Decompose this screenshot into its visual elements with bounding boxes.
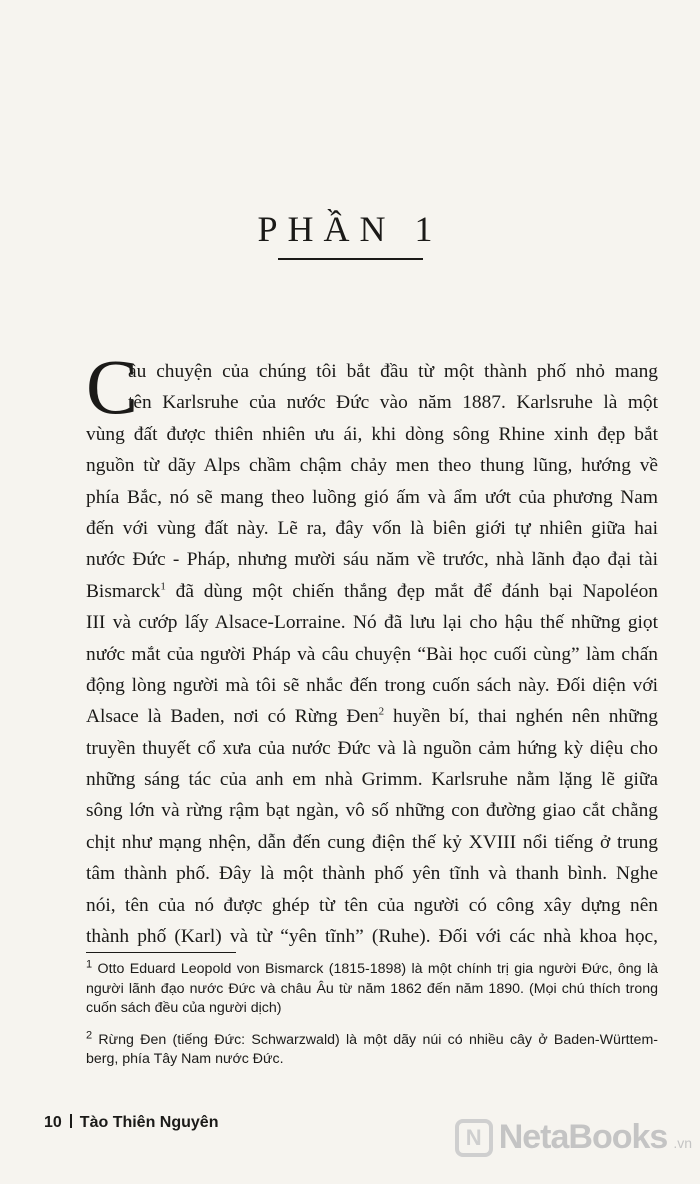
footnote-ref: 1 [160,580,166,593]
drop-cap: C [86,343,139,430]
body-line: âu chuyện của chúng tôi bắt đầu từ một thành phố nhỏ mang [128,361,658,382]
footnote-line: cuốn sách đều của người dịch) [86,1000,282,1016]
body-text-segment: huyền bí, thai nghén nên những [392,706,658,728]
watermark [455,1118,692,1157]
footnote-1 [86,960,658,1019]
footnote-line: người lãnh đạo nước Đức và châu Âu từ năm 1862 đến năm 1890. (Mọi chú thích trong [86,980,658,997]
footnote-line [86,1028,658,1051]
body-line: những sáng tác của anh em nhà Grimm. Karlsruhe nằm lặng lẽ giữa [86,769,658,791]
body-line: đến với vùng đất này. Lẽ ra, đây vốn là biên giới tự nhiên giữa hai [86,517,658,539]
body-line: động lòng người mà tôi sẽ nhắc đến trong cuốn sách này. Đối diện với [86,674,658,696]
footnote-text: Rừng Đen (tiếng Đức: Schwarzwald) là một dãy núi có nhiều cây ở Baden-Württem- [98,1031,658,1048]
body-text-segment: Bismarck [86,580,161,602]
footnote-2 [86,1028,658,1070]
author-name: Tào Thiên Nguyên [79,1114,219,1131]
body-line: vùng đất được thiên nhiên ưu ái, khi dòng sông Rhine xinh đẹp bắt [86,423,658,445]
body-line: chịt như mạng nhện, dẫn đến cung điện thế kỷ XVIII nổi tiếng ở trung [86,831,658,853]
body-line: tên Karlsruhe của nước Đức vào năm 1887. Karlsruhe là một [128,392,658,414]
footnotes [86,960,658,1082]
body-line: truyền thuyết cổ xưa của nước Đức và là nguồn cảm hứng kỳ diệu cho [86,737,658,759]
body-text-segment: đã dùng một chiến thắng đẹp mắt để đánh bại Napoléon [175,580,658,602]
chapter-title: PHẦN 1 [257,209,443,249]
body-line [86,701,658,732]
body-line: tâm thành phố. Đây là một thành phố yên tĩnh và thanh bình. Nghe [86,863,658,885]
watermark-suffix: .vn [673,1135,692,1151]
footnote-marker: 1 [86,958,93,971]
title-underline [278,258,423,260]
footnote-marker: 2 [86,1028,93,1041]
footnote-divider [86,952,236,953]
body-line: nói, tên của nó được ghép từ tên của người có công xây dựng nên [86,894,658,916]
netabooks-logo-icon: N [455,1119,493,1157]
body-line: nước mắt của người Pháp và câu chuyện “Bài học cuối cùng” làm chấn [86,643,658,665]
body-line: III và cướp lấy Alsace-Lorraine. Nó đã lưu lại cho hậu thế những giọt [86,612,658,634]
body-line: nước Đức - Pháp, nhưng mười sáu năm về trước, nhà lãnh đạo đại tài [86,549,658,571]
body-text [86,356,658,952]
body-line [86,576,658,607]
page-footer [44,1112,218,1134]
body-line: nguồn từ dãy Alps chầm chậm chảy men theo thung lũng, hướng về [86,455,658,477]
footnote-line [86,960,658,980]
footer-separator [70,1114,72,1128]
footnote-ref: 2 [378,705,385,718]
page-number: 10 [44,1114,62,1131]
body-text-segment: Alsace là Baden, nơi có Rừng Đen [86,706,379,728]
body-line: sông lớn và rừng rậm bạt ngàn, vô số những con đường giao cắt chằng [86,800,658,822]
body-line: thành phố (Karl) và từ “yên tĩnh” (Ruhe). Đối với các nhà khoa học, [86,926,658,948]
body-line: phía Bắc, nó sẽ mang theo luồng gió ấm và ẩm ướt của phương Nam [86,486,658,508]
footnote-text: Otto Eduard Leopold von Bismarck (1815-1898) là một chính trị gia người Đức, ông là [97,961,658,977]
footnote-line: berg, phía Tây Nam nước Đức. [86,1051,284,1067]
watermark-brand: NetaBooks [498,1118,668,1156]
